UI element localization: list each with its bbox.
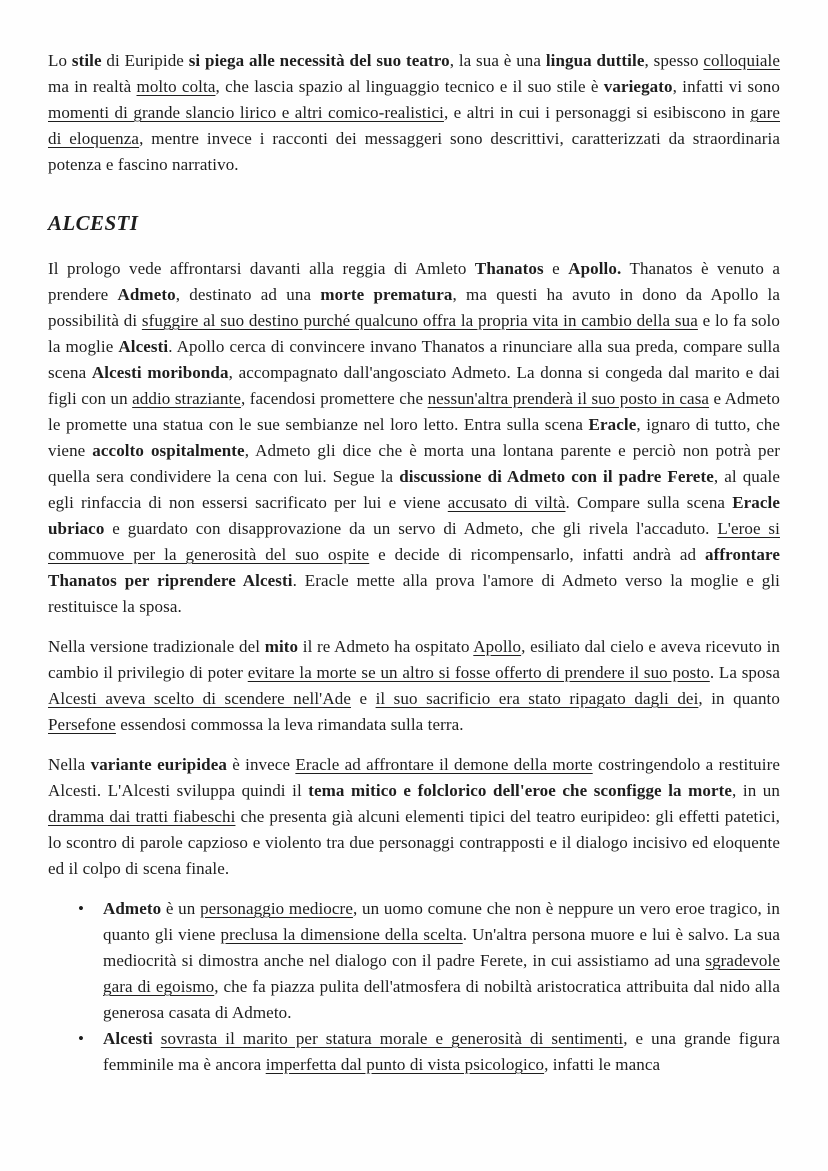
bullet-icon: • [78,899,85,918]
traditional-myth-paragraph: Nella versione tradizionale del mito il re Admeto ha ospitato Apollo, esiliato dal cielo e aveva ricevuto in cambio il privilegio di poter evitare la morte se un altro si fosse offerto di prendere il suo posto. La sposa Alcesti aveva scelto di scendere nell'Ade e il suo sacrificio era stato ripagato dagli dei, in quanto Persefone essendosi commossa la leva rimandata sulla terra. [48,637,780,734]
character-bullet-list [48,896,780,1078]
plot-summary-paragraph: Il prologo vede affrontarsi davanti alla reggia di Amleto Thanatos e Apollo. Thanatos è venuto a prendere Admeto, destinato ad una morte prematura, ma questi ha avuto in dono da Apollo la possibilità di sfuggire al suo destino purché qualcuno offra la propria vita in cambio della sua e lo fa solo la moglie Alcesti. Apollo cerca di convincere invano Thanatos a rinunciare alla sua preda, compare sulla scena Alcesti moribonda, accompagnato dall'angosciato Admeto. La donna si congeda dal marito e dai figli con un addio straziante, facendosi promettere che nessun'altra prenderà il suo posto in casa e Admeto le promette una statua con le sue sembianze nel loro letto. Entra sulla scena Eracle, ignaro di tutto, che viene accolto ospitalmente, Admeto gli dice che è morta una lontana parente e perciò non potrà per quella sera condividere la cena con lui. Segue la discussione di Admeto con il padre Ferete, al quale egli rinfaccia di non essersi sacrificato per lui e viene accusato di viltà. Compare sulla scena Eracle ubriaco e guardato con disapprovazione da un servo di Admeto, che gli rivela l'accaduto. L'eroe si commuove per la generosità del suo ospite e decide di ricompensarlo, infatti andrà ad affrontare Thanatos per riprendere Alcesti. Eracle mette alla prova l'amore di Admeto verso la moglie e gli restituisce la sposa. [48,259,781,616]
list-item-text: Alcesti sovrasta il marito per statura morale e generosità di sentimenti, e una grande figura femminile ma è ancora imperfetta dal punto di vista psicologico, infatti le manca [103,1029,780,1074]
list-item-alcesti [78,1026,780,1078]
bullet-icon: • [78,1029,85,1048]
euripidean-variant-paragraph: Nella variante euripidea è invece Eracle ad affrontare il demone della morte costringendolo a restituire Alcesti. L'Alcesti sviluppa quindi il tema mitico e folclorico dell'eroe che sconfigge la morte, in un dramma dai tratti fiabeschi che presenta già alcuni elementi tipici del teatro euripideo: gli effetti patetici, lo scontro di parole capzioso e violento tra due personaggi contrapposti e il dialogo incisivo ed eloquente ed il colpo di scena finale. [48,755,781,878]
section-heading-alcesti: ALCESTI [48,211,139,235]
list-item-admeto [78,896,780,1026]
intro-style-paragraph: Lo stile di Euripide si piega alle necessità del suo teatro, la sua è una lingua duttile, spesso colloquiale ma in realtà molto colta, che lascia spazio al linguaggio tecnico e il suo stile è variegato, infatti vi sono momenti di grande slancio lirico e altri comico-realistici, e altri in cui i personaggi si esibiscono in gare di eloquenza, mentre invece i racconti dei messaggeri sono descrittivi, caratterizzati da straordinaria potenza e fascino narrativo. [48,51,781,174]
list-item-text: Admeto è un personaggio mediocre, un uomo comune che non è neppure un vero eroe tragico, in quanto gli viene preclusa la dimensione della scelta. Un'altra persona muore e lui è salvo. La sua mediocrità si dimostra anche nel dialogo con il padre Ferete, in cui assistiamo ad una sgradevole gara di egoismo, che fa piazza pulita dell'atmosfera di nobiltà aristocratica attribuita dal nido alla generosa casata di Admeto. [103,899,780,1022]
